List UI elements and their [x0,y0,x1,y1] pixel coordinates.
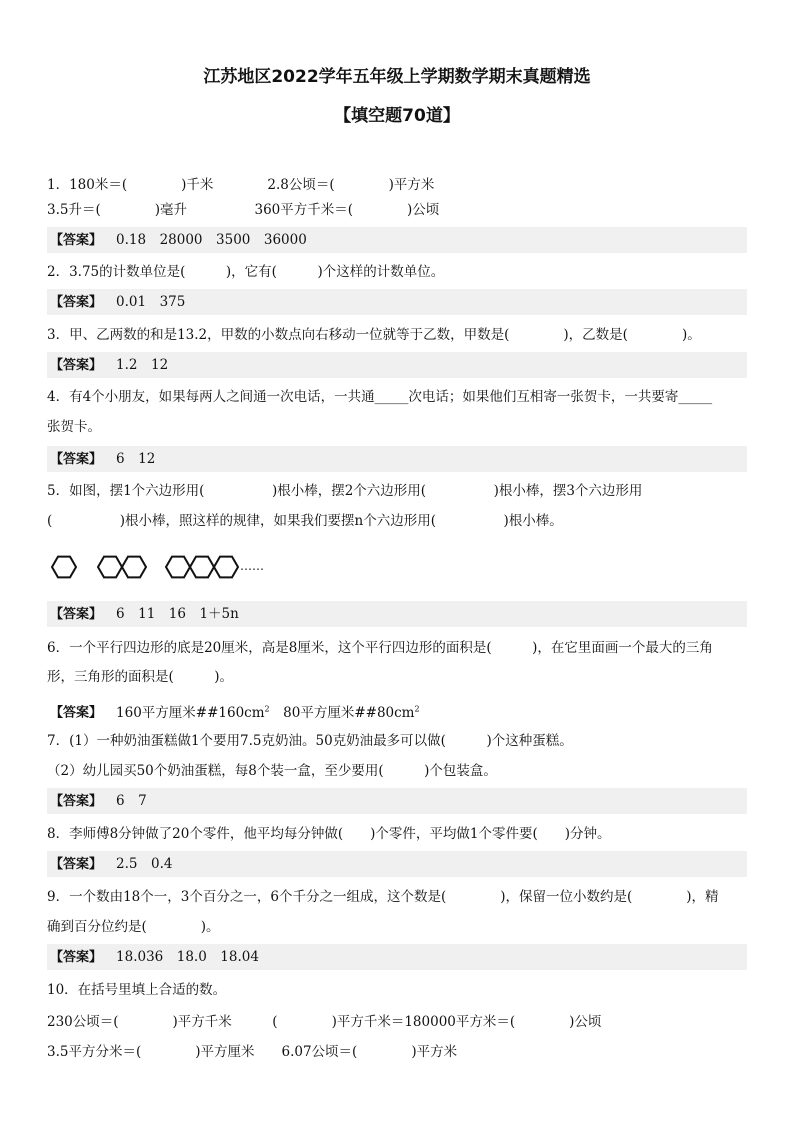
answer-label: 【答案】 [50,857,103,872]
answer-value: 160平方厘米$\#\#160cm^2$ 80平方厘米$\#\#80cm^2$ [116,704,420,721]
question-8-line-1: 8．李师傅8分钟做了20个零件，他平均每分钟做( )个零件，平均做1个零件要( )分钟。 [47,826,611,842]
answer-label: 【答案】 [50,950,103,965]
question-10-line-2: 230公顷＝( )平方千米 ( )平方千米＝180000平方米＝( )公顷 [47,1014,602,1030]
question-7-line-2: （2）幼儿园买50个奶油蛋糕，每8个装一盒，至少要用( )个包装盒。 [47,763,497,779]
question-4-line-2: 张贺卡。 [47,419,101,435]
answer-row-3 [47,352,747,378]
answer-value: 1.2 12 [116,357,169,373]
question-3-line-1: 3．甲、乙两数的和是13.2，甲数的小数点向右移动一位就等于乙数，甲数是( )，乙数是( )。 [47,327,701,343]
hexagon-2a [98,557,122,578]
answer-label: 【答案】 [50,295,103,310]
question-4-line-1: 4．有4个小朋友，如果每两人之间通一次电话，一共通_____次电话；如果他们互相寄一张贺卡，一共要寄_____ [47,389,713,405]
answer-row-4 [47,446,747,472]
hexagon-3c [214,557,238,578]
question-10-line-3: 3.5平方分米＝( )平方厘米 6.07公顷＝( )平方米 [47,1044,458,1060]
answer-value: 6 7 [116,793,147,809]
figure-ellipsis: …… [240,559,264,573]
answer-value: 6 12 [116,451,156,467]
answer-value: 6 11 16 1＋5n [116,606,239,622]
answer-value: 0.18 28000 3500 36000 [116,232,307,248]
question-1-line-2: 3.5升＝( )毫升 360平方千米＝( )公顷 [47,202,440,218]
question-5-line-1: 5．如图，摆1个六边形用( )根小棒，摆2个六边形用( )根小棒，摆3个六边形用 [47,483,643,499]
answer-label: 【答案】 [50,233,103,248]
document-title: 江苏地区2022学年五年级上学期数学期末真题精选 [203,67,591,87]
answer-label: 【答案】 [50,705,103,721]
question-5-line-2: ( )根小棒，照这样的规律，如果我们要摆n个六边形用( )根小棒。 [47,513,563,529]
question-7-line-1: 7．(1）一种奶油蛋糕做1个要用7.5克奶油。50克奶油最多可以做( )个这种蛋糕。 [47,733,573,749]
question-9-line-2: 确到百分位约是( )。 [47,919,220,935]
answer-row-8 [47,851,747,877]
answer-row-6 [47,696,747,722]
question-6-line-1: 6．一个平行四边形的底是20厘米，高是8厘米，这个平行四边形的面积是( )，在它里面画一个最大的三角 [47,640,713,656]
answer-label: 【答案】 [50,452,103,467]
answer-label: 【答案】 [50,794,103,809]
answer-row-2 [47,289,747,315]
answer-row-1 [47,227,747,253]
question-6-line-2: 形，三角形的面积是( )。 [47,669,234,685]
question-9-line-1: 9．一个数由18个一，3个百分之一，6个千分之一组成，这个数是( )，保留一位小数约是( )，精 [47,889,719,905]
hexagon-pattern-figure [50,552,280,586]
hexagon-1 [52,557,76,578]
question-1-line-1: 1．180米＝( )千米 2.8公顷＝( )平方米 [47,177,435,193]
answer-value: 2.5 0.4 [116,856,173,872]
hexagon-2b [122,557,146,578]
question-2-line-1: 2．3.75的计数单位是( )，它有( )个这样的计数单位。 [47,264,445,280]
answer-row-9 [47,944,747,970]
answer-label: 【答案】 [50,607,103,622]
answer-label: 【答案】 [50,358,103,373]
hexagon-3b [190,557,214,578]
document-subtitle: 【填空题70道】 [334,106,460,126]
question-10-line-1: 10．在括号里填上合适的数。 [47,982,227,998]
answer-row-7 [47,788,747,814]
answer-row-5 [47,601,747,627]
answer-value: 0.01 375 [116,294,186,310]
hexagon-3a [166,557,190,578]
answer-value: 18.036 18.0 18.04 [116,949,259,965]
